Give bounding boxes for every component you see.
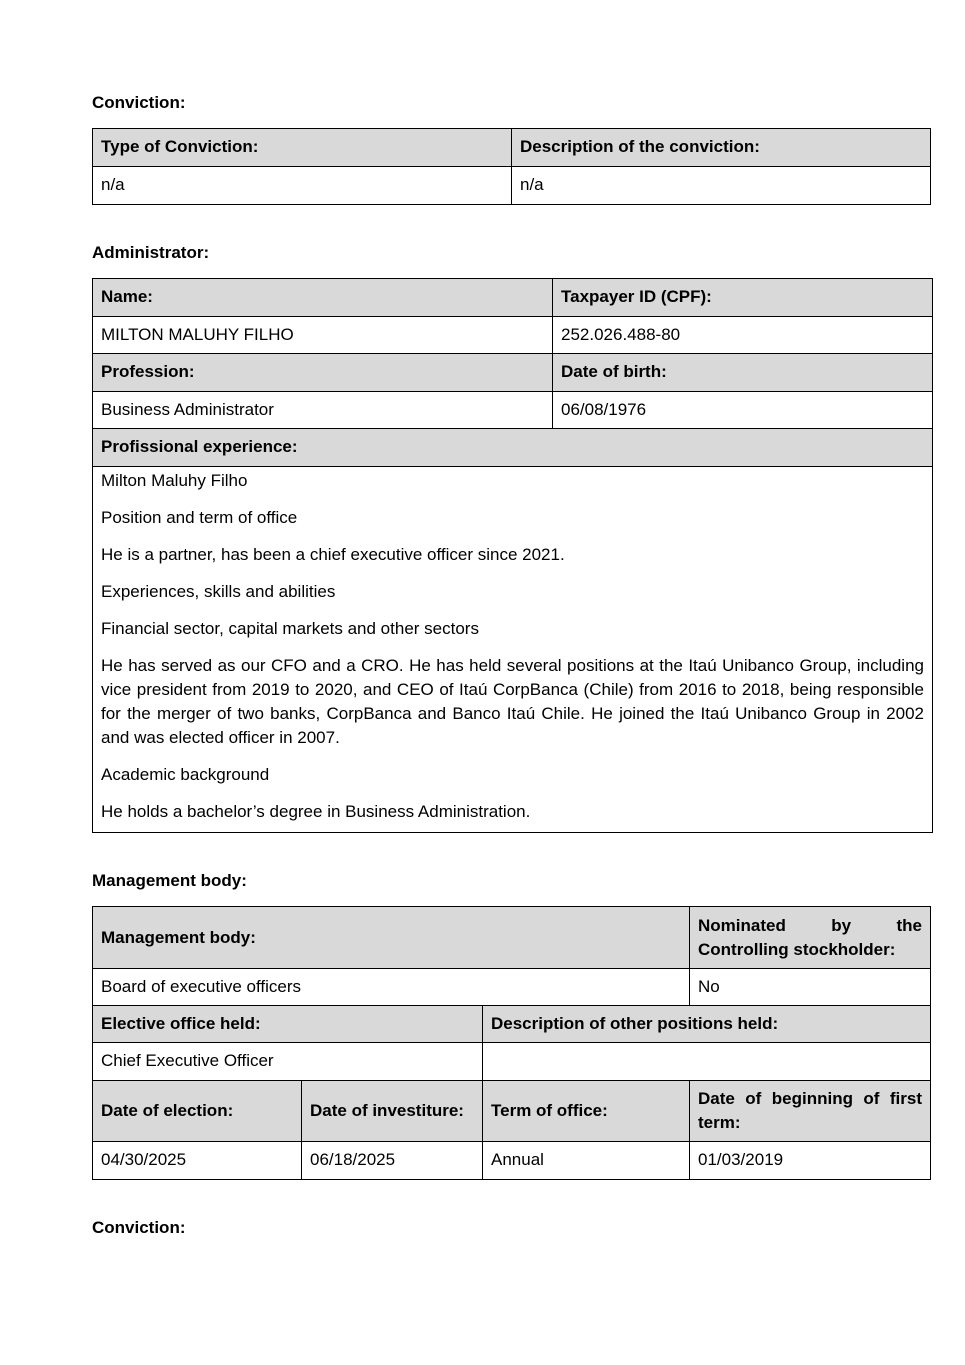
elective-office-header: Elective office held: — [93, 1006, 483, 1043]
conviction-section-title-bottom: Conviction: — [92, 1218, 186, 1237]
cpf-value: 252.026.488-80 — [553, 317, 933, 354]
elective-office-value: Chief Executive Officer — [93, 1043, 483, 1081]
other-positions-header: Description of other positions held: — [483, 1006, 931, 1043]
profession-header: Profession: — [93, 354, 553, 392]
type-of-conviction-header: Type of Conviction: — [93, 129, 512, 167]
term-of-office-value: Annual — [483, 1142, 690, 1180]
professional-experience-body — [93, 467, 933, 833]
other-positions-value — [483, 1043, 931, 1081]
date-of-birth-header: Date of birth: — [553, 354, 933, 392]
experience-paragraph: He holds a bachelor’s degree in Business Administration. — [101, 802, 531, 821]
conviction-section-title: Conviction: — [92, 93, 186, 112]
professional-experience-header: Profissional experience: — [93, 429, 933, 467]
type-of-conviction-value: n/a — [93, 167, 512, 205]
experience-paragraph: Milton Maluhy Filho — [101, 471, 248, 490]
administrator-table — [92, 278, 933, 833]
experience-paragraph: He has served as our CFO and a CRO. He has held several positions at the Itaú Unibanco Group, including vice president from 2019 to 2020, and CEO of Itaú CorpBanca (Chile) from 2016 to 2018, being responsible for the merger of two banks, CorpBanca and Banco Itaú Chile. He joined the Itaú Unibanco Group in 2002 and was elected officer in 2007. — [101, 656, 924, 747]
experience-paragraph: Position and term of office — [101, 508, 298, 527]
name-header: Name: — [93, 279, 553, 317]
management-body-header: Management body: — [93, 907, 690, 969]
investiture-date-value: 06/18/2025 — [302, 1142, 483, 1180]
experience-paragraph: Academic background — [101, 765, 270, 784]
conviction-table — [92, 128, 931, 205]
experience-paragraph: Experiences, skills and abilities — [101, 582, 336, 601]
experience-paragraph: He is a partner, has been a chief executive officer since 2021. — [101, 545, 565, 564]
cpf-header: Taxpayer ID (CPF): — [553, 279, 933, 317]
management-body-value: Board of executive officers — [93, 969, 690, 1006]
date-of-birth-value: 06/08/1976 — [553, 392, 933, 429]
investiture-date-header: Date of investiture: — [302, 1081, 483, 1142]
nominated-value: No — [690, 969, 931, 1006]
profession-value: Business Administrator — [93, 392, 553, 429]
first-term-date-header: Date of beginning of first term: — [690, 1081, 931, 1142]
first-term-date-value: 01/03/2019 — [690, 1142, 931, 1180]
nominated-header: Nominated by the Controlling stockholder: — [690, 907, 931, 969]
election-date-value: 04/30/2025 — [93, 1142, 302, 1180]
management-table — [92, 906, 931, 1180]
administrator-section-title: Administrator: — [92, 243, 210, 262]
experience-paragraph: Financial sector, capital markets and other sectors — [101, 619, 479, 638]
name-value: MILTON MALUHY FILHO — [93, 317, 553, 354]
conviction-description-value: n/a — [512, 167, 931, 205]
election-date-header: Date of election: — [93, 1081, 302, 1142]
conviction-description-header: Description of the conviction: — [512, 129, 931, 167]
term-of-office-header: Term of office: — [483, 1081, 690, 1142]
management-section-title: Management body: — [92, 871, 247, 890]
